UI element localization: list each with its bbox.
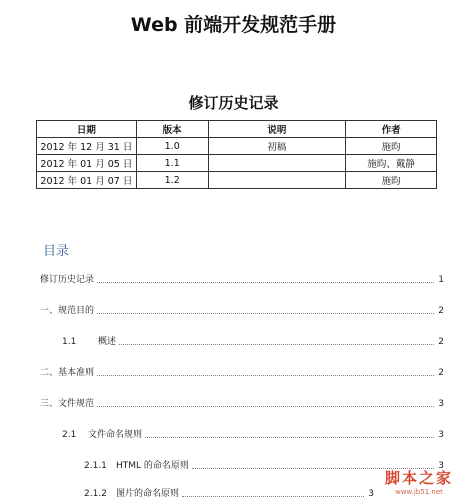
revision-history-table [36,120,437,189]
watermark [379,467,459,496]
cell-description: 初稿 [208,138,346,155]
toc-entry-page: 2 [438,368,444,378]
toc-entry-page: 2 [438,337,444,347]
toc-entry[interactable] [40,272,444,285]
toc-entry-page: 3 [438,430,444,440]
toc-leader [145,436,434,438]
column-header-version: 版本 [136,121,208,138]
toc-entry-text: 二、基本准则 [40,368,95,378]
toc-entry-page: 1 [438,275,444,285]
toc-leader [119,343,434,345]
table-row [37,138,437,155]
table-row [37,172,437,189]
revision-history-heading: 修订历史记录 [188,94,279,112]
toc-entry-number: 1.1 [62,337,77,347]
cell-description [208,172,346,189]
toc-entry-text: 一、规范目的 [40,306,95,316]
toc-entry-text: HTML 的命名原则 [116,461,189,471]
column-header-description: 说明 [208,121,346,138]
cell-version: 1.0 [136,138,208,155]
cell-date: 2012 年 01 月 05 日 [37,155,137,172]
cell-author: 施昀 [346,138,437,155]
toc-entry-number: 2.1.2 [84,489,107,499]
toc-entry[interactable] [40,303,444,316]
toc-entry[interactable] [62,427,444,440]
toc-entry[interactable] [84,486,374,499]
toc-entry-number: 2.1 [62,430,77,440]
toc-leader [97,312,434,314]
watermark-logo-text: 脚本之家 [384,469,453,487]
toc-heading: 目录 [43,244,70,259]
cell-description [208,155,346,172]
toc-entry[interactable] [40,365,444,378]
toc-entry[interactable] [62,334,444,347]
cell-date: 2012 年 01 月 07 日 [37,172,137,189]
toc-entry[interactable] [40,396,444,409]
toc-entry-page: 3 [368,489,374,499]
toc-entry-page: 3 [438,399,444,409]
toc-entry-number: 2.1.1 [84,461,107,471]
toc-entry-page: 2 [438,306,444,316]
cell-author: 施昀、戴静 [346,155,437,172]
table-header-row [37,121,437,138]
toc-leader [97,374,434,376]
toc-entry-text: 概述 [98,337,117,347]
document-title: Web 前端开发规范手册 [130,14,337,36]
toc-entry-text: 修订历史记录 [40,275,95,285]
cell-version: 1.1 [136,155,208,172]
toc-leader [97,281,434,283]
toc-leader [182,495,364,497]
toc-entry-text: 三、文件规范 [40,399,95,409]
column-header-author: 作者 [346,121,437,138]
cell-date: 2012 年 12 月 31 日 [37,138,137,155]
table-row [37,155,437,172]
column-header-date: 日期 [37,121,137,138]
toc-entry-page: 3 [438,461,444,471]
watermark-url: www.jb51.net [395,488,443,496]
cell-version: 1.2 [136,172,208,189]
toc-entry-text: 图片的命名原则 [116,489,180,499]
toc-leader [97,405,434,407]
cell-author: 施昀 [346,172,437,189]
toc-entry-text: 文件命名规则 [88,430,143,440]
